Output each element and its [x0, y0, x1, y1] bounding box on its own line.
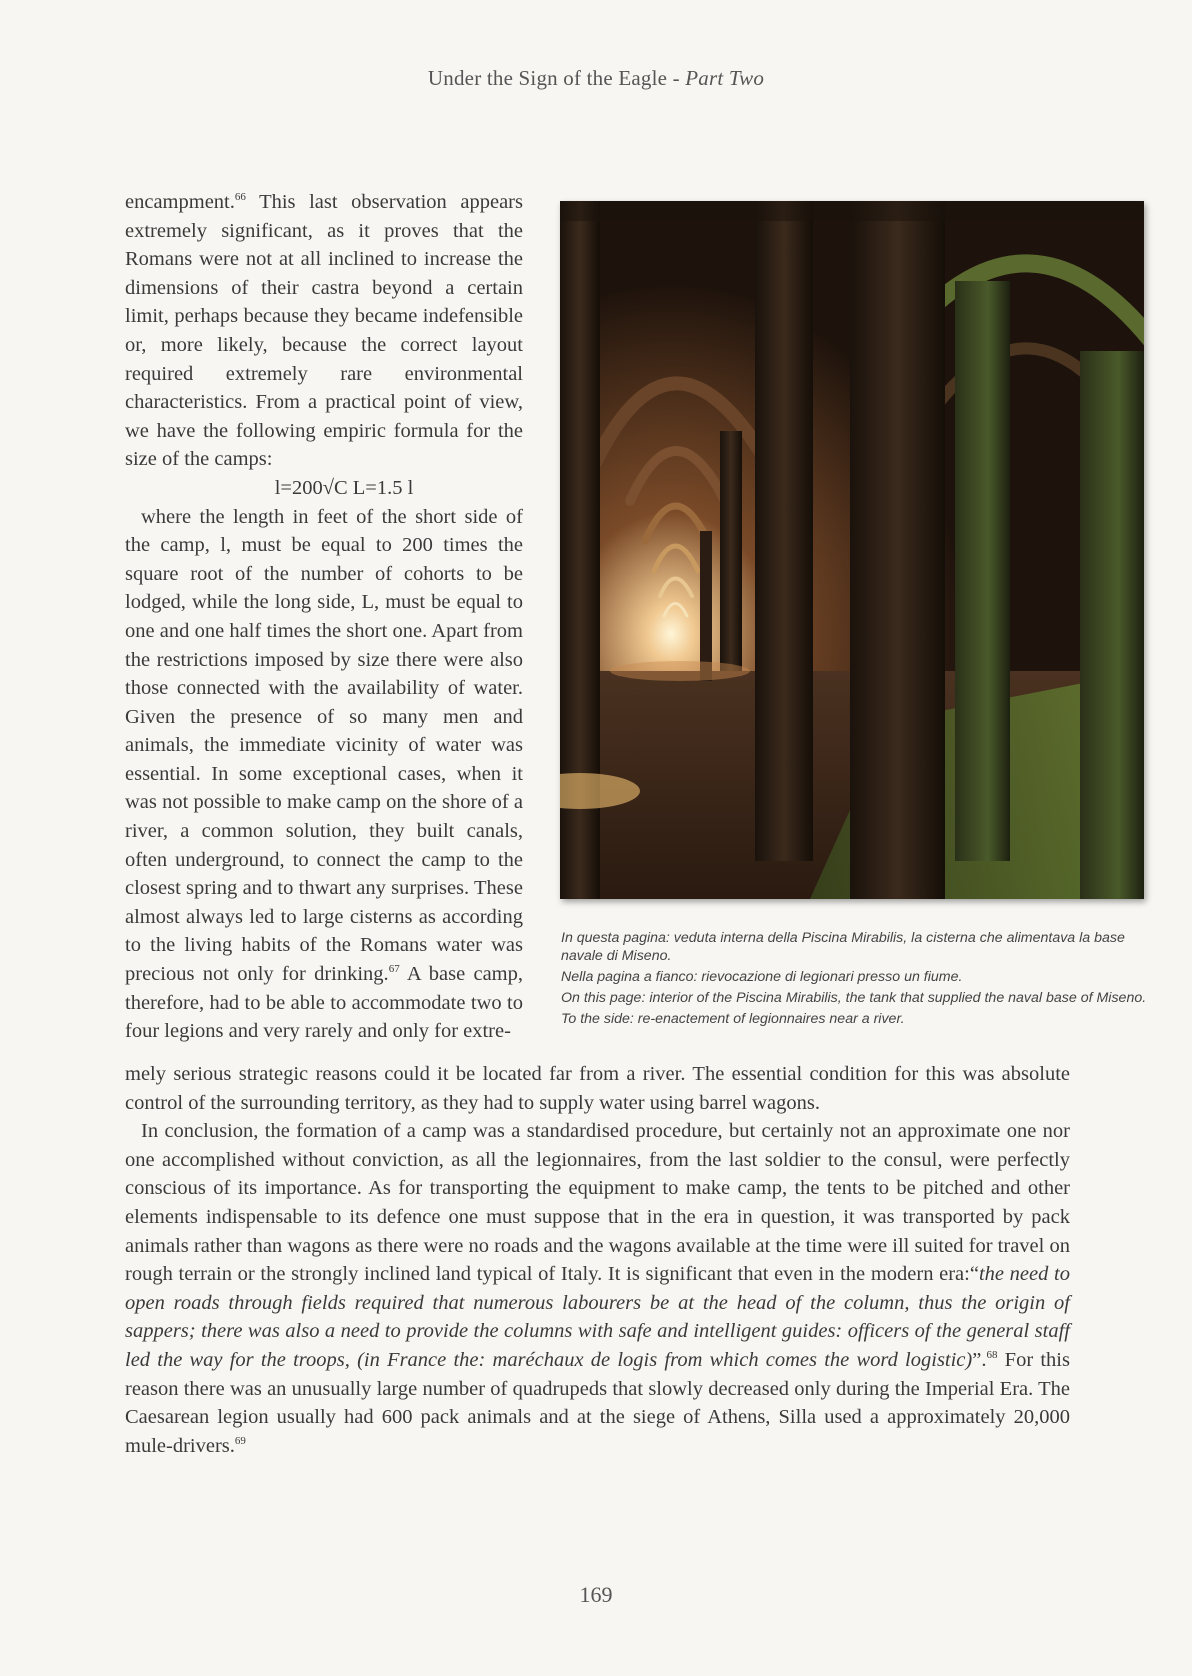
footnote-ref-66: 66 — [234, 191, 246, 204]
running-header — [0, 66, 1192, 91]
part-label: Part Two — [685, 66, 765, 90]
paragraph-4-text-b: ”. — [972, 1348, 987, 1371]
camp-size-formula: l=200√C L=1.5 l — [274, 476, 414, 499]
footnote-ref-68: 68 — [986, 1349, 998, 1362]
header-separator: - — [667, 66, 686, 90]
book-title: Under the Sign of the Eagle — [427, 66, 668, 90]
paragraph-4-text-a: In conclusion, the formation of a camp was a standardised procedure, but certainly not an approximate one nor one accomplished without conviction, as all the legionnaires, from the last soldier to the consul, were perfectly conscious of its importance. As for transporting the equipment to make camp, the tents to be pitched and other elements indispensable to its defence one must suppose that in the era in question, it was transported by pack animals rather than wagons as there were no roads and the wagons available at the time were ill suited for travel on rough terrain or the strongly inclined land typical of Italy. It is significant that even in the modern era:“ — [125, 1120, 1070, 1286]
paragraph-2-text-b: A base camp, therefore, had to be able to accommodate two to four legions and very rarely and only for extre- — [125, 963, 523, 1043]
left-text-column — [125, 188, 523, 1046]
footnote-ref-67: 67 — [388, 963, 400, 976]
paragraph-2-text-a: where the length in feet of the short side of the camp, l, must be equal to 200 times the square root of the number of cohorts to be lodged, while the long side, L, must be equal to one and one half times the short one. Apart from the restrictions imposed by size there were also those connected with the availability of water. Given the presence of so many men and animals, the immediate vicinity of water was essential. In some exceptional cases, when it was not possible to make camp on the shore of a river, a common solution, they built canals, often underground, to connect the camp to the closest spring and to thwart any surprises. These almost always led to large cisterns as according to the living habits of the Romans water was precious not only for drinking. — [125, 505, 523, 986]
footnote-ref-69: 69 — [234, 1434, 246, 1447]
caption-english-1: On this page: interior of the Piscina Mirabilis, the tank that supplied the naval base of Miseno. — [561, 990, 1147, 1006]
caption-italian-1: In questa pagina: veduta interna della Piscina Mirabilis, la cisterna che alimentava la base navale di Miseno. — [561, 930, 1125, 964]
cistern-photo — [560, 201, 1144, 899]
quotation: the need to open roads through fields required that numerous labourers be at the head of the column, thus the origin of sappers; there was also a need to provide the columns with safe and intelligent guides: officers of the general staff led the way for the troops, (in France the: maréchaux de logis from which comes the word logistic) — [125, 1263, 1070, 1371]
photo-caption — [561, 929, 1151, 1031]
paragraph-1 — [125, 188, 523, 474]
paragraph-1-text-b: This last observation appears extremely significant, as it proves that the Romans were not at all inclined to increase the dimensions of their castra beyond a certain limit, perhaps because they became indefensible or, more likely, because the correct layout required extremely rare environmental characteristics. From a practical point of view, we have the following empiric formula for the size of the camps: — [125, 191, 523, 471]
caption-italian-2: Nella pagina a fianco: rievocazione di legionari presso un fiume. — [561, 969, 963, 985]
paragraph-1-text-a: encampment. — [125, 191, 235, 213]
full-width-text — [125, 1060, 1070, 1460]
paragraph-4-text-c: For this reason there was an unusually large number of quadrupeds that slowly decreased only during the Imperial Era. The Caesarean legion usually had 600 pack animals and at the siege of Athens, Silla used a approximately 20,000 mule-drivers. — [125, 1348, 1070, 1457]
page-number: 169 — [579, 1582, 613, 1607]
paragraph-2 — [125, 503, 523, 1046]
paragraph-4 — [125, 1117, 1070, 1460]
caption-english-2: To the side: re-enactement of legionnaires near a river. — [561, 1011, 905, 1027]
paragraph-3: mely serious strategic reasons could it be located far from a river. The essential condition for this was absolute control of the surrounding territory, as they had to supply water using barrel wagons. — [125, 1063, 1070, 1114]
